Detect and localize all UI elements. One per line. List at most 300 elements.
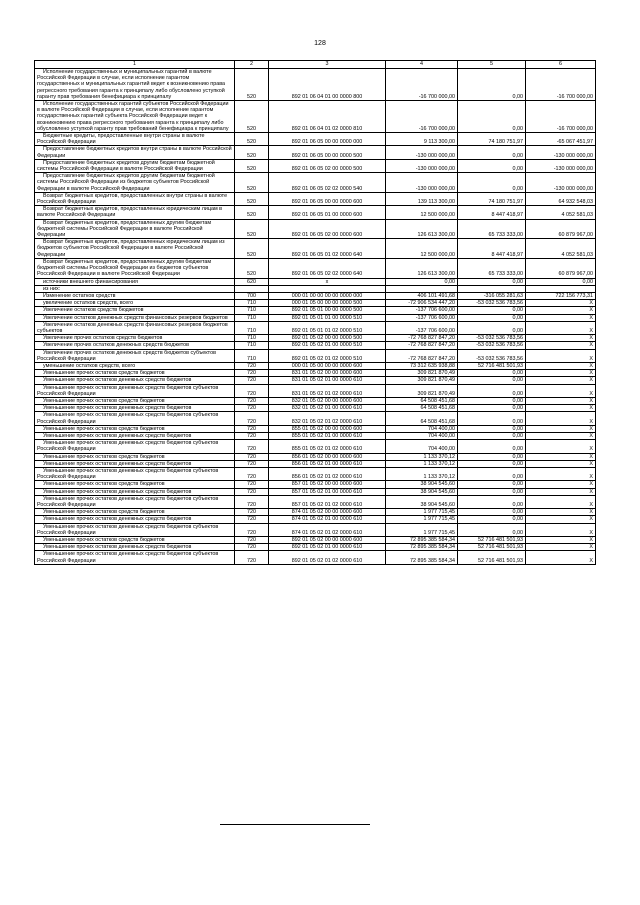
row-classification-code: 874 01 05 02 01 02 0000 610 bbox=[269, 523, 386, 536]
row-code: 520 bbox=[235, 146, 269, 159]
footer-rule bbox=[220, 824, 370, 825]
row-description: Увеличение прочих остатков денежных средств бюджетов bbox=[35, 342, 235, 349]
row-approved: 704 400,00 bbox=[386, 432, 458, 439]
column-header: 3 bbox=[269, 61, 386, 69]
table-row bbox=[35, 551, 596, 564]
row-classification-code: 892 01 05 01 00 00 0000 500 bbox=[269, 307, 386, 314]
row-approved: -72 906 534 447,20 bbox=[386, 300, 458, 307]
row-classification-code: 892 01 05 02 01 02 0000 610 bbox=[269, 551, 386, 564]
row-description: Уменьшение прочих остатков средств бюджетов bbox=[35, 370, 235, 377]
row-code: 720 bbox=[235, 544, 269, 551]
row-description: Возврат бюджетных кредитов, предоставленных юридическим лицам в валюте Российской Федерации bbox=[35, 206, 235, 219]
row-description: Уменьшение прочих остатков денежных средств бюджетов bbox=[35, 544, 235, 551]
row-executed: 0,00 bbox=[458, 467, 526, 480]
row-classification-code: 831 01 05 02 01 02 0000 610 bbox=[269, 384, 386, 397]
row-executed: 65 733 333,00 bbox=[458, 258, 526, 278]
row-executed: 52 716 481 501,93 bbox=[458, 537, 526, 544]
table-row bbox=[35, 101, 596, 133]
row-executed: -53 032 536 783,56 bbox=[458, 335, 526, 342]
row-executed: 0,00 bbox=[458, 440, 526, 453]
row-classification-code: 000 01 05 00 00 00 0000 600 bbox=[269, 362, 386, 369]
row-approved: -72 768 827 847,20 bbox=[386, 342, 458, 349]
row-unexecuted: X bbox=[526, 537, 596, 544]
row-code: 520 bbox=[235, 192, 269, 205]
row-classification-code: 892 01 06 05 00 00 0000 500 bbox=[269, 146, 386, 159]
table-row bbox=[35, 377, 596, 384]
row-classification-code: 892 01 05 02 01 02 0000 510 bbox=[269, 349, 386, 362]
row-executed: 0,00 bbox=[458, 495, 526, 508]
row-approved: 1 977 715,45 bbox=[386, 523, 458, 536]
row-unexecuted: 722 156 773,31 bbox=[526, 292, 596, 299]
row-unexecuted: -16 700 000,00 bbox=[526, 101, 596, 133]
row-code: 520 bbox=[235, 69, 269, 101]
row-classification-code: 892 01 05 02 01 00 0000 610 bbox=[269, 544, 386, 551]
row-description: Уменьшение прочих остатков средств бюджетов bbox=[35, 453, 235, 460]
row-code: 520 bbox=[235, 258, 269, 278]
row-classification-code: 892 01 05 01 01 02 0000 510 bbox=[269, 321, 386, 334]
row-approved: 64 508 451,68 bbox=[386, 405, 458, 412]
row-approved: -16 700 000,00 bbox=[386, 69, 458, 101]
row-approved: 1 133 370,12 bbox=[386, 467, 458, 480]
row-description: Предоставление бюджетных кредитов другим бюджетам бюджетной системы Российской Федерации из бюджетов субъектов Российской Федерации в валюте Российской Федерации bbox=[35, 173, 235, 193]
row-executed: 0,00 bbox=[458, 425, 526, 432]
row-code: 720 bbox=[235, 412, 269, 425]
row-classification-code: 856 01 05 02 01 02 0000 610 bbox=[269, 467, 386, 480]
row-unexecuted: 0,00 bbox=[526, 278, 596, 285]
row-description: Увеличение остатков средств бюджетов bbox=[35, 307, 235, 314]
row-executed: 0,00 bbox=[458, 453, 526, 460]
row-unexecuted: -65 067 451,97 bbox=[526, 133, 596, 146]
row-code: 710 bbox=[235, 307, 269, 314]
row-executed: 74 180 751,97 bbox=[458, 133, 526, 146]
row-unexecuted: 60 879 967,00 bbox=[526, 258, 596, 278]
table-row bbox=[35, 146, 596, 159]
row-unexecuted: X bbox=[526, 432, 596, 439]
row-unexecuted: X bbox=[526, 488, 596, 495]
row-code: 720 bbox=[235, 523, 269, 536]
row-code: 720 bbox=[235, 551, 269, 564]
row-approved: 309 821 870,49 bbox=[386, 377, 458, 384]
table-row bbox=[35, 335, 596, 342]
row-unexecuted: 4 052 581,03 bbox=[526, 206, 596, 219]
row-unexecuted: X bbox=[526, 342, 596, 349]
row-unexecuted: -16 700 000,00 bbox=[526, 69, 596, 101]
row-code: 520 bbox=[235, 159, 269, 172]
row-executed bbox=[458, 285, 526, 292]
row-unexecuted: X bbox=[526, 384, 596, 397]
row-code: 710 bbox=[235, 314, 269, 321]
row-description: Предоставление бюджетных кредитов внутри страны в валюте Российской Федерации bbox=[35, 146, 235, 159]
row-description: Уменьшение прочих остатков средств бюджетов bbox=[35, 425, 235, 432]
row-approved: -137 706 600,00 bbox=[386, 307, 458, 314]
row-description: Исполнение государственных и муниципальных гарантий в валюте Российской Федерации в случае, если исполнение гарантом государственных и муниципальных гарантий ведет к возникновению права регрессного требования гаранта к принципалу либо обусловлено уступкой гаранту прав требования бенефициара к принципалу bbox=[35, 69, 235, 101]
row-unexecuted: X bbox=[526, 440, 596, 453]
row-classification-code: 892 01 05 02 00 00 0000 500 bbox=[269, 335, 386, 342]
table-row bbox=[35, 219, 596, 239]
table-row bbox=[35, 173, 596, 193]
table-row bbox=[35, 516, 596, 523]
table-row bbox=[35, 192, 596, 205]
column-header: 6 bbox=[526, 61, 596, 69]
row-unexecuted: 64 932 548,03 bbox=[526, 192, 596, 205]
row-unexecuted: X bbox=[526, 412, 596, 425]
row-executed: -53 032 536 783,56 bbox=[458, 300, 526, 307]
row-unexecuted: X bbox=[526, 544, 596, 551]
column-header: 5 bbox=[458, 61, 526, 69]
row-code: 720 bbox=[235, 537, 269, 544]
row-executed: 0,00 bbox=[458, 278, 526, 285]
row-classification-code: 831 01 05 02 00 00 0000 600 bbox=[269, 370, 386, 377]
row-unexecuted: X bbox=[526, 349, 596, 362]
row-executed: 0,00 bbox=[458, 146, 526, 159]
table-row bbox=[35, 397, 596, 404]
row-code: 720 bbox=[235, 440, 269, 453]
row-approved: -72 768 827 847,20 bbox=[386, 349, 458, 362]
row-code: 720 bbox=[235, 384, 269, 397]
row-classification-code: 000 01 05 00 00 00 0000 500 bbox=[269, 300, 386, 307]
row-description: Уменьшение прочих остатков средств бюджетов bbox=[35, 537, 235, 544]
row-approved: 72 895 385 584,34 bbox=[386, 544, 458, 551]
row-unexecuted: X bbox=[526, 335, 596, 342]
row-description: Уменьшение прочих остатков денежных средств бюджетов субъектов Российской Федерации bbox=[35, 467, 235, 480]
row-approved: 72 895 385 584,34 bbox=[386, 537, 458, 544]
row-classification-code: 892 01 06 05 01 00 0000 600 bbox=[269, 206, 386, 219]
row-code: 710 bbox=[235, 342, 269, 349]
row-description: Предоставление бюджетных кредитов другим бюджетам бюджетной системы Российской Федерации в валюте Российской Федерации bbox=[35, 159, 235, 172]
row-code: 720 bbox=[235, 397, 269, 404]
table-row bbox=[35, 460, 596, 467]
row-code: 720 bbox=[235, 516, 269, 523]
row-executed: 0,00 bbox=[458, 159, 526, 172]
row-unexecuted: X bbox=[526, 509, 596, 516]
row-executed: 0,00 bbox=[458, 307, 526, 314]
row-code: 620 bbox=[235, 278, 269, 285]
column-header: 2 bbox=[235, 61, 269, 69]
row-approved: 12 500 000,00 bbox=[386, 206, 458, 219]
row-classification-code: 892 01 06 05 01 02 0000 640 bbox=[269, 239, 386, 259]
row-approved: -16 700 000,00 bbox=[386, 101, 458, 133]
table-row bbox=[35, 133, 596, 146]
row-approved: 309 821 870,49 bbox=[386, 370, 458, 377]
row-executed: 74 180 751,97 bbox=[458, 192, 526, 205]
table-row bbox=[35, 278, 596, 285]
row-description: Увеличение остатков денежных средств финансовых резервов бюджетов субъектов bbox=[35, 321, 235, 334]
row-classification-code: 857 01 05 02 01 02 0000 610 bbox=[269, 495, 386, 508]
row-code: 520 bbox=[235, 173, 269, 193]
row-classification-code: 892 01 05 02 01 00 0000 510 bbox=[269, 342, 386, 349]
row-approved: 1 977 715,45 bbox=[386, 509, 458, 516]
row-code: 720 bbox=[235, 488, 269, 495]
row-executed: 65 733 333,00 bbox=[458, 219, 526, 239]
row-code: 720 bbox=[235, 405, 269, 412]
table-row bbox=[35, 258, 596, 278]
row-unexecuted: X bbox=[526, 551, 596, 564]
row-code: 520 bbox=[235, 239, 269, 259]
row-description: Уменьшение прочих остатков денежных средств бюджетов bbox=[35, 516, 235, 523]
row-classification-code: 892 01 05 02 00 00 0000 600 bbox=[269, 537, 386, 544]
row-approved: 1 133 370,12 bbox=[386, 453, 458, 460]
row-classification-code: 856 01 05 02 00 00 0000 600 bbox=[269, 453, 386, 460]
row-description: Уменьшение прочих остатков денежных средств бюджетов субъектов Российской Федерации bbox=[35, 523, 235, 536]
row-description: Возврат бюджетных кредитов, предоставленных внутри страны в валюте Российской Федерации bbox=[35, 192, 235, 205]
row-description: из них: bbox=[35, 285, 235, 292]
table-row bbox=[35, 523, 596, 536]
row-approved: 1 133 370,12 bbox=[386, 460, 458, 467]
row-unexecuted: X bbox=[526, 425, 596, 432]
row-classification-code: 892 01 05 01 01 00 0000 510 bbox=[269, 314, 386, 321]
table-row bbox=[35, 425, 596, 432]
row-unexecuted: -130 000 000,00 bbox=[526, 146, 596, 159]
table-row bbox=[35, 537, 596, 544]
row-executed: 0,00 bbox=[458, 509, 526, 516]
row-approved: -130 000 000,00 bbox=[386, 173, 458, 193]
row-code: 720 bbox=[235, 481, 269, 488]
row-executed: 0,00 bbox=[458, 397, 526, 404]
row-code: 700 bbox=[235, 292, 269, 299]
row-executed: 0,00 bbox=[458, 412, 526, 425]
row-classification-code: 892 01 06 05 00 00 0000 600 bbox=[269, 192, 386, 205]
row-approved: -137 706 600,00 bbox=[386, 321, 458, 334]
row-approved: 12 500 000,00 bbox=[386, 239, 458, 259]
table-row bbox=[35, 509, 596, 516]
table-row bbox=[35, 467, 596, 480]
row-classification-code: 831 01 05 02 01 00 0000 610 bbox=[269, 377, 386, 384]
table-row bbox=[35, 307, 596, 314]
row-description: Возврат бюджетных кредитов, предоставленных другим бюджетам бюджетной системы Российской Федерации в валюте Российской Федерации bbox=[35, 219, 235, 239]
row-description: Возврат бюджетных кредитов, предоставленных юридическим лицам из бюджетов субъектов Российской Федерации в валюте Российской Федерации bbox=[35, 239, 235, 259]
row-executed: 0,00 bbox=[458, 523, 526, 536]
row-approved: 704 400,00 bbox=[386, 425, 458, 432]
row-classification-code: 892 01 06 05 00 00 0000 000 bbox=[269, 133, 386, 146]
column-header: 4 bbox=[386, 61, 458, 69]
row-classification-code: 832 01 05 02 00 00 0000 600 bbox=[269, 397, 386, 404]
row-code: 520 bbox=[235, 133, 269, 146]
row-classification-code: 857 01 05 02 01 00 0000 610 bbox=[269, 488, 386, 495]
table-header-row bbox=[35, 61, 596, 69]
row-executed: 0,00 bbox=[458, 173, 526, 193]
row-code: 710 bbox=[235, 349, 269, 362]
row-executed: 0,00 bbox=[458, 377, 526, 384]
row-classification-code: 855 01 05 02 01 00 0000 610 bbox=[269, 432, 386, 439]
table-row bbox=[35, 432, 596, 439]
row-description: Возврат бюджетных кредитов, предоставленных другим бюджетам бюджетной системы Российской Федерации из бюджетов субъектов Российской Федерации в валюте Российской Федерации bbox=[35, 258, 235, 278]
row-unexecuted: X bbox=[526, 370, 596, 377]
row-code: 720 bbox=[235, 362, 269, 369]
row-executed: 0,00 bbox=[458, 101, 526, 133]
row-executed: 0,00 bbox=[458, 432, 526, 439]
row-description: увеличение остатков средств, всего bbox=[35, 300, 235, 307]
row-code: 720 bbox=[235, 370, 269, 377]
row-code: 520 bbox=[235, 219, 269, 239]
row-approved: 38 904 545,60 bbox=[386, 495, 458, 508]
row-description: Уменьшение прочих остатков денежных средств бюджетов субъектов Российской Федерации bbox=[35, 384, 235, 397]
row-executed: 0,00 bbox=[458, 314, 526, 321]
row-classification-code: 856 01 05 02 01 00 0000 610 bbox=[269, 460, 386, 467]
table-row bbox=[35, 440, 596, 453]
row-executed: 0,00 bbox=[458, 405, 526, 412]
column-header: 1 bbox=[35, 61, 235, 69]
table-row bbox=[35, 495, 596, 508]
row-code: 710 bbox=[235, 335, 269, 342]
table-row bbox=[35, 292, 596, 299]
row-classification-code: 892 01 06 04 01 00 0000 800 bbox=[269, 69, 386, 101]
table-row bbox=[35, 481, 596, 488]
row-code: 720 bbox=[235, 509, 269, 516]
row-description: Уменьшение прочих остатков денежных средств бюджетов субъектов Российской Федерации bbox=[35, 440, 235, 453]
row-approved: 704 400,00 bbox=[386, 440, 458, 453]
row-description: Увеличение остатков денежных средств финансовых резервов бюджетов bbox=[35, 314, 235, 321]
row-unexecuted: X bbox=[526, 300, 596, 307]
row-unexecuted: -130 000 000,00 bbox=[526, 159, 596, 172]
row-description: Бюджетные кредиты, предоставленные внутри страны в валюте Российской Федерации bbox=[35, 133, 235, 146]
row-approved: 139 113 300,00 bbox=[386, 192, 458, 205]
table-row bbox=[35, 285, 596, 292]
row-executed: 8 447 418,97 bbox=[458, 206, 526, 219]
row-executed: -53 032 536 783,56 bbox=[458, 342, 526, 349]
row-description: Уменьшение прочих остатков денежных средств бюджетов bbox=[35, 488, 235, 495]
row-code: 720 bbox=[235, 460, 269, 467]
row-unexecuted: X bbox=[526, 460, 596, 467]
table-row bbox=[35, 69, 596, 101]
row-description: Уменьшение прочих остатков средств бюджетов bbox=[35, 509, 235, 516]
budget-sources-table bbox=[34, 60, 596, 565]
row-unexecuted bbox=[526, 285, 596, 292]
table-row bbox=[35, 300, 596, 307]
row-description: Увеличение прочих остатков средств бюджетов bbox=[35, 335, 235, 342]
row-approved: 309 821 870,49 bbox=[386, 384, 458, 397]
row-unexecuted: X bbox=[526, 516, 596, 523]
row-unexecuted: X bbox=[526, 523, 596, 536]
row-code: 720 bbox=[235, 495, 269, 508]
row-unexecuted: X bbox=[526, 307, 596, 314]
row-unexecuted: X bbox=[526, 377, 596, 384]
row-executed: 52 716 481 501,93 bbox=[458, 551, 526, 564]
row-executed: 0,00 bbox=[458, 460, 526, 467]
row-executed: 0,00 bbox=[458, 488, 526, 495]
row-classification-code: 892 01 06 05 02 00 0000 500 bbox=[269, 159, 386, 172]
row-unexecuted: X bbox=[526, 314, 596, 321]
row-description: Уменьшение прочих остатков денежных средств бюджетов субъектов Российской Федерации bbox=[35, 495, 235, 508]
row-classification-code: 874 01 05 02 01 00 0000 610 bbox=[269, 516, 386, 523]
row-approved: 64 508 451,68 bbox=[386, 412, 458, 425]
row-unexecuted: -130 000 000,00 bbox=[526, 173, 596, 193]
row-description: Увеличение прочих остатков денежных средств бюджетов субъектов Российской Федерации bbox=[35, 349, 235, 362]
table-row bbox=[35, 405, 596, 412]
row-code: 720 bbox=[235, 453, 269, 460]
row-executed: 0,00 bbox=[458, 481, 526, 488]
row-executed: 0,00 bbox=[458, 370, 526, 377]
row-classification-code: 892 01 06 04 01 02 0000 810 bbox=[269, 101, 386, 133]
row-approved bbox=[386, 285, 458, 292]
row-approved: 72 895 385 584,34 bbox=[386, 551, 458, 564]
row-classification-code: 857 01 05 02 00 00 0000 600 bbox=[269, 481, 386, 488]
row-unexecuted: X bbox=[526, 397, 596, 404]
page-number: 128 bbox=[314, 40, 326, 47]
row-approved: 406 101 491,68 bbox=[386, 292, 458, 299]
row-classification-code: 855 01 05 02 01 02 0000 610 bbox=[269, 440, 386, 453]
row-unexecuted: X bbox=[526, 467, 596, 480]
row-classification-code: 832 01 05 02 01 02 0000 610 bbox=[269, 412, 386, 425]
table-row bbox=[35, 314, 596, 321]
row-code: 720 bbox=[235, 467, 269, 480]
table-row bbox=[35, 342, 596, 349]
row-executed: 0,00 bbox=[458, 516, 526, 523]
row-code: 720 bbox=[235, 432, 269, 439]
row-classification-code: 855 01 05 02 00 00 0000 600 bbox=[269, 425, 386, 432]
row-description: Уменьшение прочих остатков средств бюджетов bbox=[35, 481, 235, 488]
row-approved: 126 613 300,00 bbox=[386, 258, 458, 278]
row-approved: 9 113 300,00 bbox=[386, 133, 458, 146]
row-approved: 73 312 635 938,88 bbox=[386, 362, 458, 369]
table-row bbox=[35, 412, 596, 425]
row-description: Изменение остатков средств bbox=[35, 292, 235, 299]
row-unexecuted: X bbox=[526, 453, 596, 460]
row-code: 520 bbox=[235, 206, 269, 219]
table-row bbox=[35, 488, 596, 495]
row-description: Уменьшение прочих остатков денежных средств бюджетов bbox=[35, 377, 235, 384]
row-description: уменьшение остатков средств, всего bbox=[35, 362, 235, 369]
row-classification-code: 892 01 06 05 02 02 0000 540 bbox=[269, 173, 386, 193]
row-code: 720 bbox=[235, 377, 269, 384]
row-classification-code: 874 01 05 02 00 00 0000 600 bbox=[269, 509, 386, 516]
row-executed: -316 055 281,63 bbox=[458, 292, 526, 299]
row-approved: 38 904 545,60 bbox=[386, 481, 458, 488]
row-code: 720 bbox=[235, 425, 269, 432]
table-row bbox=[35, 370, 596, 377]
row-approved: 38 904 545,60 bbox=[386, 488, 458, 495]
row-approved: -130 000 000,00 bbox=[386, 159, 458, 172]
table-row bbox=[35, 321, 596, 334]
row-classification-code: 892 01 06 05 02 02 0000 640 bbox=[269, 258, 386, 278]
row-code: 520 bbox=[235, 101, 269, 133]
row-executed: 52 716 481 501,93 bbox=[458, 362, 526, 369]
row-executed: 52 716 481 501,93 bbox=[458, 544, 526, 551]
row-code: 710 bbox=[235, 321, 269, 334]
table-row bbox=[35, 349, 596, 362]
row-description: Уменьшение прочих остатков денежных средств бюджетов bbox=[35, 405, 235, 412]
table-row bbox=[35, 453, 596, 460]
table-row bbox=[35, 384, 596, 397]
row-executed: 0,00 bbox=[458, 321, 526, 334]
row-unexecuted: X bbox=[526, 362, 596, 369]
row-unexecuted: 60 879 967,00 bbox=[526, 219, 596, 239]
table-row bbox=[35, 206, 596, 219]
row-approved: -130 000 000,00 bbox=[386, 146, 458, 159]
row-executed: 0,00 bbox=[458, 384, 526, 397]
table-row bbox=[35, 239, 596, 259]
row-unexecuted: X bbox=[526, 495, 596, 508]
row-approved: 0,00 bbox=[386, 278, 458, 285]
row-description: Уменьшение прочих остатков денежных средств бюджетов субъектов Российской Федерации bbox=[35, 412, 235, 425]
row-code bbox=[235, 285, 269, 292]
row-description: источники внешнего финансирования bbox=[35, 278, 235, 285]
table-row bbox=[35, 159, 596, 172]
row-approved: 1 977 715,45 bbox=[386, 516, 458, 523]
row-unexecuted: X bbox=[526, 405, 596, 412]
table-row bbox=[35, 544, 596, 551]
row-description: Уменьшение прочих остатков денежных средств бюджетов субъектов Российской Федерации bbox=[35, 551, 235, 564]
row-unexecuted: 4 052 581,03 bbox=[526, 239, 596, 259]
row-executed: 0,00 bbox=[458, 69, 526, 101]
table-row bbox=[35, 362, 596, 369]
row-executed: -53 032 536 783,56 bbox=[458, 349, 526, 362]
row-executed: 8 447 418,97 bbox=[458, 239, 526, 259]
row-description: Исполнение государственных гарантий субъектов Российской Федерации в валюте Российской Федерации в случае, если исполнение гарантом государственных гарантий субъекта Российской Федерации ведет к возникновению права регрессного требования гаранта к принципалу либо обусловлено уступкой гаранту прав требований бенефициара к принципалу bbox=[35, 101, 235, 133]
row-approved: -137 706 600,00 bbox=[386, 314, 458, 321]
row-approved: 64 508 451,68 bbox=[386, 397, 458, 404]
row-description: Уменьшение прочих остатков денежных средств бюджетов bbox=[35, 460, 235, 467]
row-approved: -72 768 827 847,20 bbox=[386, 335, 458, 342]
